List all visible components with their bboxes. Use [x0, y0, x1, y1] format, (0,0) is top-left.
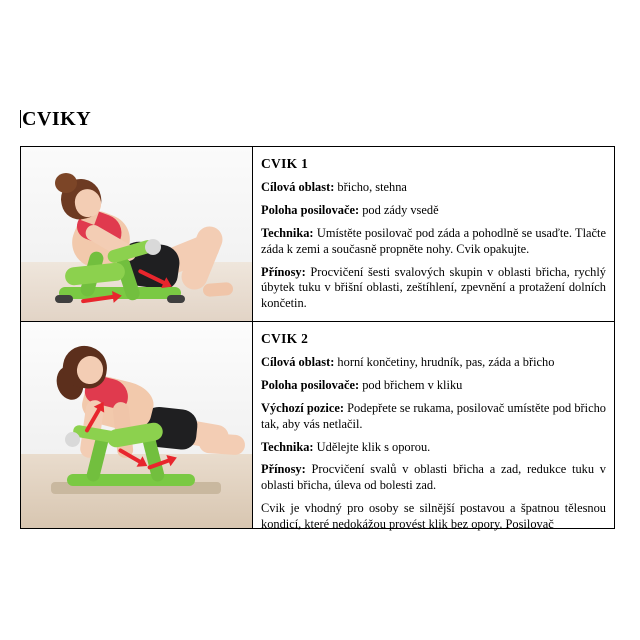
machine-grip [145, 239, 161, 255]
field-text: Cvik je vhodný pro osoby se silnější postavou a špatnou tělesnou kondicí, které nedokážou provést klik bez opory. Posilovač [261, 501, 606, 531]
exercise-field [261, 355, 606, 371]
field-text: Umístěte posilovač pod záda a pohodlně se usaďte. Tlačte záda k zemi a současně propněte nohy. Cvik opakujte. [261, 225, 606, 256]
exercise-field [261, 501, 606, 533]
text-cursor [20, 110, 21, 128]
exercise-field [261, 462, 606, 494]
exercise-2-text [253, 322, 614, 531]
table-row [21, 147, 614, 322]
exercise-field [261, 378, 606, 394]
exercise-field [261, 203, 606, 219]
field-text: Podepřete se rukama, posilovač umístěte pod břicho tak, aby vás netlačil. [261, 400, 606, 431]
field-label: Poloha posilovače: [261, 202, 360, 217]
exercise-2-image [21, 322, 253, 528]
field-text: Udělejte klik s oporou. [313, 439, 431, 454]
figure-hair-bun [55, 173, 77, 193]
exercise-field [261, 180, 606, 196]
field-label: Výchozí pozice: [261, 400, 344, 415]
field-text: Procvičení šesti svalových skupin v oblasti břicha, rychlý úbytek tuku v břišní oblasti, zeštíhlení, zpevnění a protažení dolních končetin. [261, 264, 606, 311]
field-label: Cílová oblast: [261, 180, 335, 194]
photo-exercise-2 [21, 322, 252, 528]
machine-foot-left [55, 295, 73, 303]
figure-shin [198, 432, 245, 455]
exercise-1-image [21, 147, 253, 321]
field-text: Procvičení svalů v oblasti břicha a zad, redukce tuku v oblasti břicha, úleva od bolesti zad. [261, 462, 606, 493]
exercise-field [261, 401, 606, 433]
machine-foot-right [167, 295, 185, 303]
table-row [21, 322, 614, 531]
field-label: Přínosy: [261, 264, 306, 279]
exercises-table [20, 146, 615, 529]
field-label: Technika: [261, 225, 314, 240]
field-label: Cílová oblast: [261, 355, 335, 369]
figure-foot [203, 282, 234, 297]
field-text: pod zády vsedě [359, 202, 439, 217]
field-text: pod břichem v kliku [359, 377, 463, 392]
field-text: horní končetiny, hrudník, pas, záda a břicho [334, 355, 555, 369]
field-label: Přínosy: [261, 462, 306, 477]
exercise-field [261, 440, 606, 456]
exercise-title: CVIK 1 [261, 156, 309, 171]
machine-grip [65, 432, 80, 447]
page-title-text: CVIKY [22, 108, 92, 130]
exercise-1-text [253, 147, 614, 321]
field-text: břicho, stehna [334, 180, 407, 194]
photo-exercise-1 [21, 147, 252, 321]
field-label: Poloha posilovače: [261, 377, 360, 392]
exercise-field [261, 265, 606, 313]
field-label: Technika: [261, 439, 314, 454]
exercise-field [261, 226, 606, 258]
page-title [20, 108, 91, 131]
exercise-title: CVIK 2 [261, 331, 309, 346]
